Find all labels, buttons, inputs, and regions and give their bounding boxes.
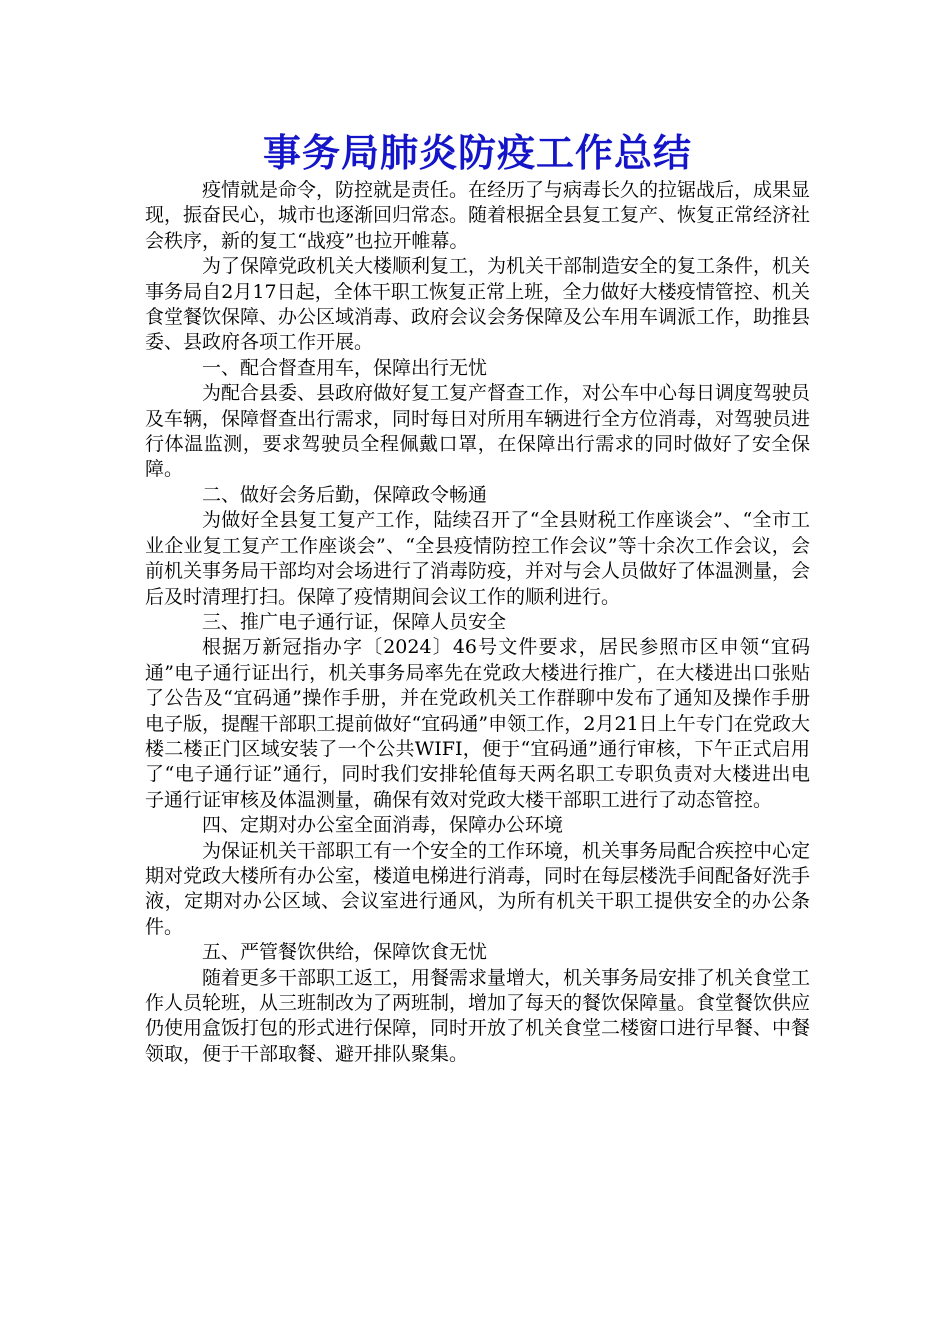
paragraph-intro: 疫情就是命令，防控就是责任。在经历了与病毒长久的拉锯战后，成果显现，振奋民心，城市也逐渐回归常态。随着根据全县复工复产、恢复正常经济社会秩序，新的复工“战疫”也拉开帷幕。 [145, 179, 811, 252]
section-heading-1: 一、配合督查用车，保障出行无忧 [202, 356, 488, 379]
document-body [145, 128, 810, 1067]
section-heading-5: 五、严管餐饮供给，保障饮食无忧 [202, 941, 488, 964]
section-heading-3: 三、推广电子通行证，保障人员安全 [202, 610, 507, 633]
paragraph-section-5: 随着更多干部职工返工，用餐需求量增大，机关事务局安排了机关食堂工作人员轮班，从三班制改为了两班制，增加了每天的餐饮保障量。食堂餐饮供应仍使用盒饭打包的形式进行保障，同时开放了机关食堂二楼窗口进行早餐、中餐领取，便于干部取餐、避开排队聚集。 [145, 966, 811, 1065]
paragraph-section-1: 为配合县委、县政府做好复工复产督查工作，对公车中心每日调度驾驶员及车辆，保障督查出行需求，同时每日对所用车辆进行全方位消毒，对驾驶员进行体温监测，要求驾驶员全程佩戴口罩，在保障出行需求的同时做好了安全保障。 [145, 382, 811, 481]
section-heading-2: 二、做好会务后勤，保障政令畅通 [202, 483, 488, 506]
paragraph-section-2: 为做好全县复工复产工作，陆续召开了“全县财税工作座谈会”、“全市工业企业复工复产工作座谈会”、“全县疫情防控工作会议”等十余次工作会议，会前机关事务局干部均对会场进行了消毒防疫，并对与会人员做好了体温测量，会后及时清理打扫。保障了疫情期间会议工作的顺利进行。 [145, 509, 811, 608]
paragraph-overview: 为了保障党政机关大楼顺利复工，为机关干部制造安全的复工条件，机关事务局自2月17日起，全体干职工恢复正常上班，全力做好大楼疫情管控、机关食堂餐饮保障、办公区域消毒、政府会议会务保障及公车用车调派工作，助推县委、县政府各项工作开展。 [145, 255, 811, 354]
section-heading-4: 四、定期对办公室全面消毒，保障办公环境 [202, 814, 564, 837]
paragraph-section-3: 根据万新冠指办字〔2024〕46号文件要求，居民参照市区申领“宜码通”电子通行证出行，机关事务局率先在党政大楼进行推广，在大楼进出口张贴了公告及“宜码通”操作手册，并在党政机关工作群聊中发布了通知及操作手册电子版，提醒干部职工提前做好“宜码通”申领工作，2月21日上午专门在党政大楼二楼正门区域安装了一个公共WIFI，便于“宜码通”通行审核，下午正式启用了“电子通行证”通行，同时我们安排轮值每天两名职工专职负责对大楼进出电子通行证审核及体温测量，确保有效对党政大楼干部职工进行了动态管控。 [145, 636, 810, 811]
document-title: 事务局肺炎防疫工作总结 [262, 130, 692, 175]
paragraph-section-4: 为保证机关干部职工有一个安全的工作环境，机关事务局配合疾控中心定期对党政大楼所有办公室，楼道电梯进行消毒，同时在每层楼洗手间配备好洗手液，定期对办公区域、会议室进行通风，为所有机关干职工提供安全的办公条件。 [145, 839, 811, 938]
